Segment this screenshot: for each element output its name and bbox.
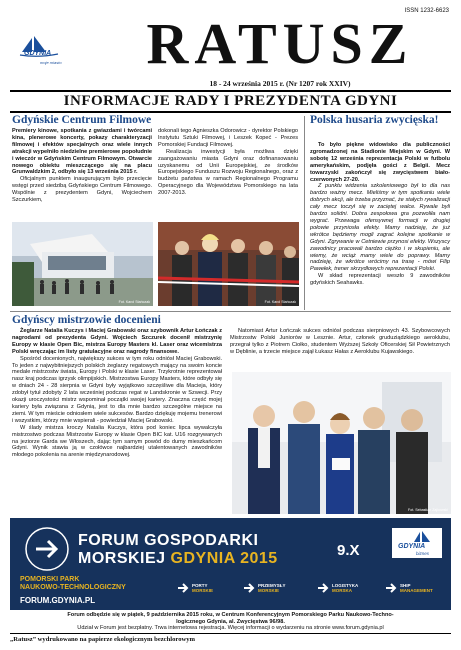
photo-credit: Fot. Sebastian Zajkowski — [408, 508, 448, 512]
category-ports — [176, 578, 213, 598]
park-name-line1: POMORSKI PARK — [20, 576, 80, 583]
article-champions-lead: Żeglarze Natalia Kuczys i Maciej Grabowski oraz szybownik Artur Łończak z nagrodami od prezydenta Gdyni. Wojciech Szczurek docenił mistrzynię Europy w klasie Open Bic, mistrza Europy Masters kl. Laser oraz wicemistrza Polski wręczając im listy gratulacyjne oraz nagrody finansowe. — [12, 328, 222, 355]
article-champions-title: Gdyńscy mistrzowie docenieni — [12, 314, 161, 326]
article-film-lead: Premiery kinowe, spotkania z gwiazdami i twórcami kina, plenerowe koncerty, pokazy charakteryzacji filmowej i efektów specjalnych oraz wiele innych atrakcji wypełniło niedzielne premierowe popołudnie i wieczór w Gdyńskim Centrum Filmowym. Otwarcie nowego obiektu mieszczącego się na placu Grunwaldzkim 2, odbyło się 13 września 2015 r. — [12, 128, 152, 176]
article-husaria-para: W skład reprezentacji weszło 9 zawodników gdyńskich Seahawks. — [310, 273, 450, 287]
forum-info-line2: logicznego Gdynia, al. Zwycięstwa 96/98. — [176, 618, 285, 625]
issue-line: 18 - 24 września 2015 r. (Nr 1207 rok XXIV) — [209, 79, 351, 88]
issn: ISSN 1232-6623 — [404, 8, 449, 14]
category-logistics — [316, 578, 358, 598]
section-divider — [10, 311, 451, 312]
article-film-col1 — [12, 128, 152, 204]
forum-url[interactable]: FORUM.GDYNIA.PL — [20, 596, 96, 605]
header-rule-top — [10, 90, 451, 92]
category-ship-management — [384, 578, 433, 598]
article-film-col2 — [158, 128, 298, 197]
footer-note: „Ratusz” wydrukowano na papierze ekologicznym bezchlorowym — [10, 636, 196, 643]
forum-title-line1: FORUM GOSPODARKI — [78, 532, 259, 549]
article-film-para: dokonali tego Agnieszka Odorowicz - dyrektor Polskiego Instytutu Sztuki Filmowej, i Leszek Kopeć - Prezes Pomorskiej Fundacji Filmowej. — [158, 128, 298, 148]
photo-ribbon-cutting — [158, 222, 299, 306]
article-champions-para: Natomiast Artur Łończak sukces odniósł podczas sierpniowych 43. Szybowcowych Mistrzostw Polski Juniorów w Lesznie. Artur, członek gruduziądzkiego aeroklubu, przegrał tylko z Piotrem Ciołko, studentem Wyższej Szkoły Oficerskiej Sił Powietrznych w Dęblinie, a trzecie miejsce zajął Łukasz Hałas z Aeroklubu Kujawskiego. — [230, 328, 450, 355]
gdynia-biznes-logo — [392, 528, 442, 558]
photo-champions — [232, 372, 451, 514]
photo-film-centre — [12, 222, 153, 306]
arrow-icon — [384, 581, 398, 595]
category-label: SHIP — [400, 583, 411, 588]
column-divider — [304, 116, 305, 310]
article-champions-para: Spośród docenionych, największy sukces w tym roku odniósł Maciej Grabowski. To jeden z najwybitniejszych polskich żeglarzy regatowych mający na swoim koncie medale mistrzostw świata, Europy i Polski w klasie Laser. Trzykrotnie reprezentował nasz kraj podczas igrzysk olimpijskich. Mistrzostwa Europy Masters, które odbyły się w dniach 24 - 28 sierpnia w Gdyni były wyjątkowo szczęśliwe dla Macieja, który zdobył tytuł zdobyty 2 lata wcześniej podczas regat w Landskronie w Szwecji. Przy okazji uroczystości mistrz wspominał początki swojej kariery. Znaczna część mojej kariery była związana z Gdynią, jest to dla mnie bardzo szczególne miejsce na ziemi. W tym mieście odniosłem wiele sukcesów. Bardzo dziękuję mojemu trenerowi i wszystkim, którzy mnie wspierali - powiedział Maciej Grabowski. — [12, 355, 222, 424]
article-film-title: Gdyńskie Centrum Filmowe — [12, 114, 152, 126]
photo-credit: Fot. Karol Stańczak — [118, 300, 150, 304]
arrow-icon — [316, 581, 330, 595]
category-label: LOGISTYKA — [332, 583, 359, 588]
category-label: PORTY — [192, 583, 208, 588]
gdynia-logo — [18, 34, 78, 84]
footer-rule — [10, 633, 451, 634]
article-champions-col2 — [230, 328, 450, 356]
category-industries — [242, 578, 286, 598]
forum-title-line2 — [78, 550, 278, 568]
forum-arrow-icon — [22, 526, 72, 572]
article-film-para: Oficjalnym punktem inaugurującym było przecięcie wstęgi przed siedzibą Gdyńskiego Centrum Filmowego. Wspólnie z prezydentem Gdyni, Wojciechem Szczurkiem, — [12, 176, 152, 204]
sponsor-sub: biznes — [416, 551, 430, 556]
article-champions-col1 — [12, 328, 222, 459]
arrow-icon — [242, 581, 256, 595]
photo-credit: Fot. Karol Stańczak — [264, 300, 296, 304]
article-husaria-body — [310, 142, 450, 287]
forum-info-line3: Udział w Forum jest bezpłatny. Trwa internetowa rejestracja. Więcej informacji o wydarzeniu na stronie www.forum.gdynia.pl — [77, 625, 384, 632]
category-label: PRZEMYSŁY — [258, 583, 286, 588]
forum-title-morskiej: MORSKIEJ — [78, 550, 166, 567]
masthead-title: RATUSZ — [146, 11, 414, 76]
article-film-para: Realizacja inwestycji była możliwa dzięki zaangażowaniu miasta Gdyni oraz dofinansowaniu uzyskanemu od Unii Europejskiej, ze środków Europejskiego Funduszu Rozwoju Regionalnego, oraz z budżetu państwa w ramach Regionalnego Programu Operacyjnego dla Województwa Pomorskiego na lata 2007-2013. — [158, 148, 298, 197]
category-sub: MORSKIE — [258, 588, 280, 593]
forum-date: 9.X — [337, 542, 360, 559]
forum-title-gdynia: GDYNIA 2015 — [170, 550, 278, 567]
arrow-icon — [176, 581, 190, 595]
header-rule-bottom — [10, 111, 451, 113]
article-champions-para: W ślady mistrza kroczy Natalia Kuczys, która pod koniec lipca wywalczyła mistrzostwo podczas Mistrzostw Europy w klasie Open BIC kat. U16 rozgrywanych na jeziorze Garda we Włoszech, dając tym samym powód do dumy mieszkańcom Gdyni. Wynik stawia ją w czołówce najbardziej utalentowanych zawodników młodego pokolenia na arenie międzynarodowej. — [12, 424, 222, 459]
category-sub: MORSKA — [332, 588, 352, 593]
logo-subtitle: moje miasto — [40, 60, 62, 65]
category-sub: MORSKIE — [192, 588, 214, 593]
category-sub: MANAGEMENT — [400, 588, 433, 593]
forum-info-line1: Forum odbędzie się w piątek, 9 października 2015 roku, w Centrum Konferencyjnym Pomorskiego Parku Naukowo-Techno- — [67, 612, 394, 618]
section-banner: INFORMACJE RADY I PREZYDENTA GDYNI — [63, 93, 398, 109]
forum-advert — [10, 518, 451, 610]
article-husaria-lead: To było piękne widowisko dla publiczności zgromadzonej na Stadionie Miejskim w Gdyni. W sobotę 12 września reprezentacja Polski w futbolu amerykańskim, podjęła gości z Belgii. Mecz towarzyski zakończył się zwycięstwem biało-czerwonych 27-20. — [310, 142, 450, 183]
article-husaria-title: Polska husaria zwycięska! — [310, 114, 439, 126]
sponsor-name: GDYNIA — [398, 543, 426, 550]
park-name-line2: NAUKOWO-TECHNOLOGICZNY — [20, 584, 126, 591]
logo-text: GDYNIA — [24, 50, 52, 57]
article-husaria-quote: Z punktu widzenia szkoleniowego był to dla nas bardzo ważny mecz. Mieliśmy w tym spotkaniu wiele dobrych akcji, ale trzeba przyznać, że stałych rywalizacji cały mecz toczył się w zaciętej walce. Rywale byli bardzo solidni. Dobra zespołowa gra pozwoliła nam wygrać. Przewaga ofensywnej formacji w drugiej połowie przyniosła efekty. Mamy nadzieję, że już wkrótce będziemy mogli zagrać kolejne spotkanie w Gdyni. Zgrywanie w Cetniewie przynosi efekty. Wszyscy zawodnicy pracowali bardzo ciężko i w skupieniu, ale wiemy, że wciąż mamy wiele do poprawy. Mamy nadzieję, że wkrótce wrócimy na trasę - mówi Filip Pawełek, trener skrzydłowych reprezentacji Polski. — [310, 183, 450, 273]
forum-info — [10, 612, 451, 632]
